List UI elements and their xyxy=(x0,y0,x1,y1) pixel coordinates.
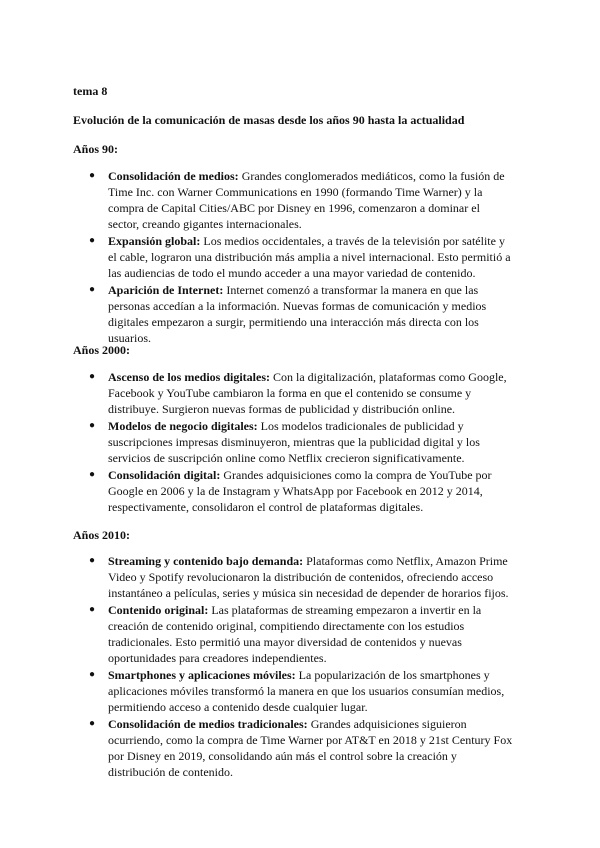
bullet-icon: ● xyxy=(89,235,96,246)
section-heading-2000s: Años 2000: xyxy=(73,343,131,357)
section-heading-2010s: Años 2010: xyxy=(73,528,131,542)
list-item xyxy=(0,667,513,715)
bullet-icon: ● xyxy=(89,469,96,480)
item-text: Con la digitalización, plataformas como Google, Facebook y YouTube cambiaron la forma en que el contenido se consume y distribuye. Surgieron nuevas formas de publicidad y distribución online. xyxy=(108,370,507,416)
item-text: Los modelos tradicionales de publicidad y suscripciones impresas disminuyeron, mientras que la publicidad digital y los servicios de suscripción online como Netflix crecieron significativamente. xyxy=(108,419,480,465)
item-text: Grandes conglomerados mediáticos, como la fusión de Time Inc. con Warner Communications en 1990 (formando Time Warner) y la compra de Capital Cities/ABC por Disney en 1996, comenzaron a dominar el sector, creando gigantes internacionales. xyxy=(108,169,505,231)
list-item xyxy=(0,233,513,281)
document-title: Evolución de la comunicación de masas desde los años 90 hasta la actualidad xyxy=(73,113,465,127)
item-text: Los medios occidentales, a través de la televisión por satélite y el cable, lograron una distribución más amplia a nivel internacional. Esto permitió a las audiencias de todo el mundo acceder a una mayor variedad de contenido. xyxy=(108,234,511,280)
item-text: Grandes adquisiciones siguieron ocurriendo, como la compra de Time Warner por AT&T en 2018 y 21st Century Fox por Disney en 2019, consolidando aún más el control sobre la creación y distribución de contenido. xyxy=(108,717,513,779)
list-item xyxy=(0,716,513,780)
item-term: Ascenso de los medios digitales: xyxy=(108,370,270,384)
bullet-icon: ● xyxy=(89,371,96,382)
item-term: Contenido original: xyxy=(108,603,209,617)
item-term: Modelos de negocio digitales: xyxy=(108,419,258,433)
item-term: Consolidación digital: xyxy=(108,468,221,482)
item-text: La popularización de los smartphones y aplicaciones móviles transformó la manera en que los usuarios consumían medios, permitiendo acceso a contenido desde cualquier lugar. xyxy=(108,668,505,714)
list-item xyxy=(0,418,513,466)
list-item xyxy=(0,553,513,601)
topic-label: tema 8 xyxy=(73,84,108,98)
item-text: Internet comenzó a transformar la manera en que las personas accedían a la información. Nuevas formas de comunicación y medios digitales empezaron a surgir, permitiendo una interacción más directa con los usuarios. xyxy=(108,283,487,345)
bullet-icon: ● xyxy=(89,669,96,680)
list-item xyxy=(0,467,513,515)
item-term: Consolidación de medios tradicionales: xyxy=(108,717,308,731)
section-heading-90s: Años 90: xyxy=(73,142,119,156)
bullet-icon: ● xyxy=(89,420,96,431)
list-item xyxy=(0,369,513,417)
item-text: Plataformas como Netflix, Amazon Prime Video y Spotify revolucionaron la distribución de contenidos, ofreciendo acceso instantáneo a películas, series y música sin necesidad de depender de horarios fijos. xyxy=(108,554,509,600)
bullet-icon: ● xyxy=(89,604,96,615)
item-text: Las plataformas de streaming empezaron a invertir en la creación de contenido original, compitiendo directamente con los estudios tradicionales. Esto permitió una mayor diversidad de contenidos y nuevas oportunidades para creadores independientes. xyxy=(108,603,482,665)
bullet-icon: ● xyxy=(89,555,96,566)
section-list-2010s xyxy=(0,553,600,781)
item-term: Aparición de Internet: xyxy=(108,283,224,297)
item-term: Smartphones y aplicaciones móviles: xyxy=(108,668,296,682)
item-text: Grandes adquisiciones como la compra de YouTube por Google en 2006 y la de Instagram y WhatsApp por Facebook en 2012 y 2014, respectivamente, consolidaron el control de plataformas digitales. xyxy=(108,468,492,514)
section-list-2000s xyxy=(0,369,600,516)
list-item xyxy=(0,282,513,346)
bullet-icon: ● xyxy=(89,170,96,181)
item-term: Streaming y contenido bajo demanda: xyxy=(108,554,304,568)
item-term: Consolidación de medios: xyxy=(108,169,239,183)
bullet-icon: ● xyxy=(89,284,96,295)
item-term: Expansión global: xyxy=(108,234,201,248)
bullet-icon: ● xyxy=(89,718,96,729)
list-item xyxy=(0,168,513,232)
list-item xyxy=(0,602,513,666)
section-list-90s xyxy=(0,168,600,347)
